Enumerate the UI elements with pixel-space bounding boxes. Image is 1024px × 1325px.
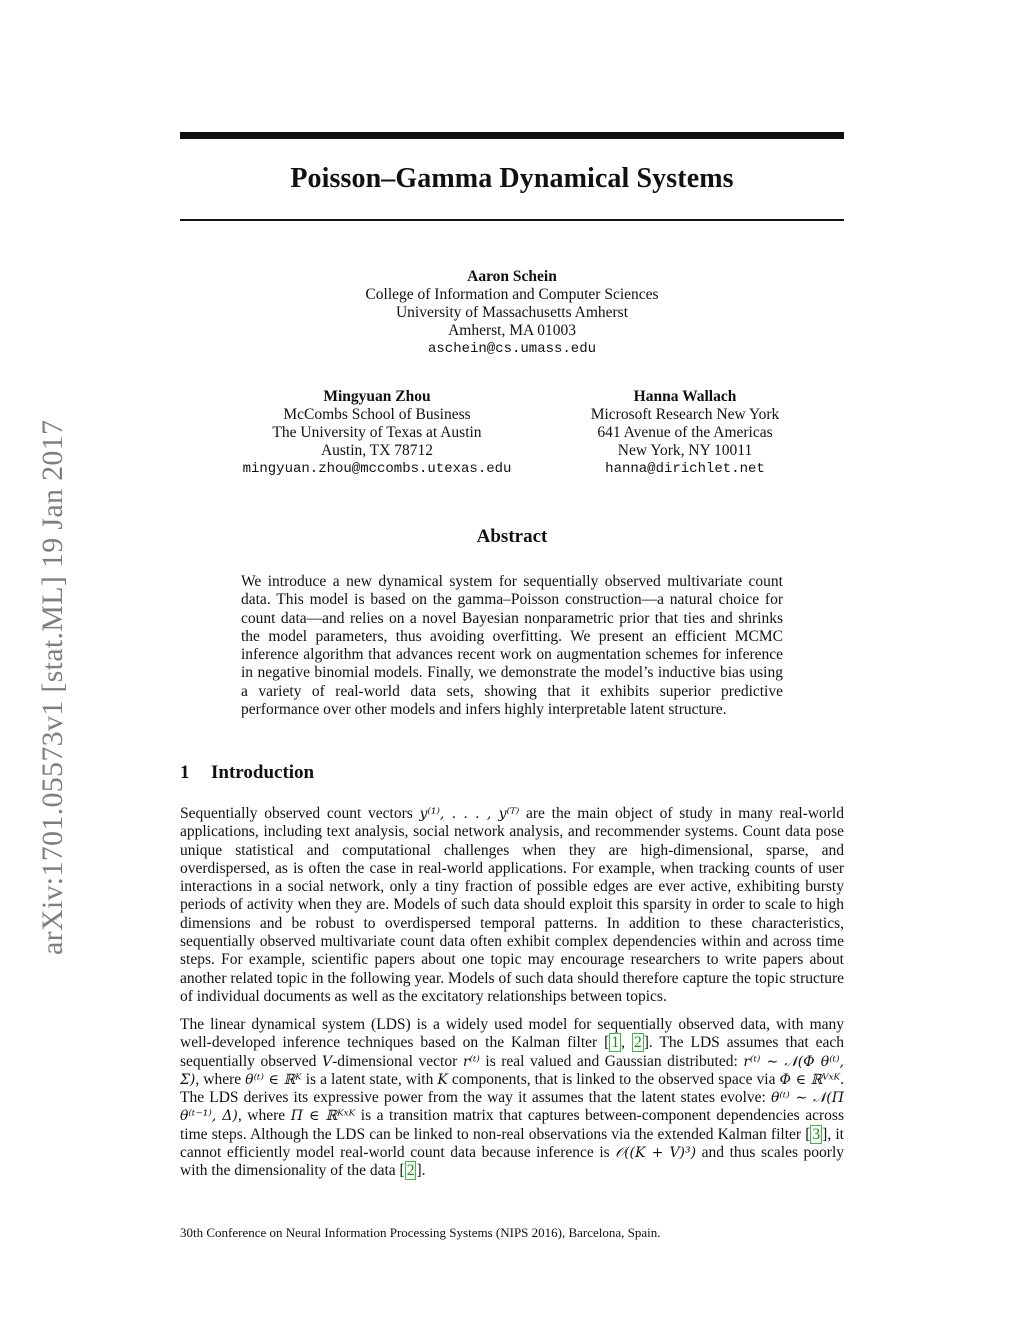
text-run: and thus scales poorly with the dimensionality of the data [ xyxy=(180,1144,845,1180)
math-expression: θ⁽ᵗ⁾ ∈ ℝᴷ xyxy=(245,1071,302,1088)
math-expression: Φ ∈ ℝⱽˣᴷ xyxy=(779,1071,841,1088)
math-expression: r⁽ᵗ⁾ xyxy=(462,1053,480,1070)
author-email[interactable]: hanna@dirichlet.net xyxy=(605,461,765,477)
text-run: . The LDS derives its expressive power from the way it assumes that the latent states evolve: xyxy=(180,1070,845,1107)
section-heading-introduction xyxy=(180,762,314,784)
text-run: are the main object of study in many real-world applications, including text analysis, social network analysis, and recommender systems. Count data pose unique statistical and computational challenges when they are high-dimensional, sparse, and overdispersed, as is often the case in real-world applications. For example, when tracking counts of user interactions in a social network, only a tiny fraction of possible edges are ever active, exhibiting bursty periods of activity when they are. Models of such data should exploit this sparsity in order to scale to high dimensions and be robust to overdispersed temporal patterns. In addition to these characteristics, sequentially observed multivariate count data often exhibit complex dependencies within and across time steps. For example, scientific papers about one topic may encourage researchers to write papers about another related topic in the following year. Models of such data should therefore capture the topic structure of individual documents as well as the excitatory relationships between topics. xyxy=(180,805,844,1005)
math-expression: θ⁽ᵗ⁾ ∼ 𝒩(Π θ⁽ᵗ⁻¹⁾, Δ) xyxy=(180,1090,844,1125)
author-name: Hanna Wallach xyxy=(633,388,737,405)
author-affiliation: Microsoft Research New York xyxy=(590,406,780,423)
citation-link[interactable]: 2 xyxy=(406,1162,415,1180)
paper-title: Poisson–Gamma Dynamical Systems xyxy=(290,163,734,194)
text-run: , where xyxy=(195,1070,246,1088)
text-run: is a latent state, with xyxy=(301,1070,438,1088)
text-run: ], it cannot efficiently model real-world count data because inference is xyxy=(180,1125,844,1162)
text-run: Sequentially observed count vectors xyxy=(180,805,420,822)
author-block-3 xyxy=(560,388,810,478)
author-address: New York, NY 10011 xyxy=(617,442,753,459)
intro-paragraph-2 xyxy=(180,1016,844,1181)
text-run: ]. The LDS assumes that each sequentially observed xyxy=(180,1034,844,1070)
arxiv-stamp: arXiv:1701.05573v1 [stat.ML] 19 Jan 2017 xyxy=(36,419,69,955)
citation-link[interactable]: 3 xyxy=(812,1125,821,1143)
math-expression: K xyxy=(437,1071,448,1088)
math-expression: y⁽¹⁾, . . . , y⁽ᵀ⁾ xyxy=(419,806,520,822)
intro-paragraph-1 xyxy=(180,805,844,1006)
text-run: -dimensional vector xyxy=(332,1052,463,1070)
text-run: components, that is linked to the observed space via xyxy=(447,1070,780,1088)
author-affiliation: University of Massachusetts Amherst xyxy=(395,304,629,321)
math-expression: 𝒪((K + V)³) xyxy=(615,1145,697,1162)
abstract-heading: Abstract xyxy=(476,526,548,547)
section-title: Introduction xyxy=(211,762,315,783)
citation-link[interactable]: 1 xyxy=(611,1034,620,1052)
author-address: Amherst, MA 01003 xyxy=(448,322,576,339)
text-run: ]. xyxy=(416,1162,426,1180)
author-affiliation: College of Information and Computer Sciences xyxy=(365,286,659,303)
title-rule-bottom xyxy=(180,219,844,221)
math-expression: V xyxy=(321,1053,333,1070)
author-affiliation: McCombs School of Business xyxy=(283,406,471,423)
abstract-text: We introduce a new dynamical system for sequentially observed multivariate count data. This model is based on the gamma–Poisson construction—a natural choice for count data—and relies on a novel Bayesian nonparametric prior that ties and shrinks the model parameters, thus avoiding overfitting. We present an efficient MCMC inference algorithm that advances recent work on augmentation schemes for inference in negative binomial models. Finally, we demonstrate the model’s inductive bias using a variety of real-world data sets, showing that it exhibits superior predictive performance over other models and infers highly interpretable latent structure. xyxy=(241,573,783,719)
section-number: 1 xyxy=(180,762,190,783)
text-run: is a transition matrix that captures between-component dependencies across time steps. Although the LDS can be linked to non-real observations via the extended Kalman filter [ xyxy=(180,1107,844,1143)
author-address: Austin, TX 78712 xyxy=(320,442,434,459)
author-email[interactable]: aschein@cs.umass.edu xyxy=(427,341,597,357)
title-rule-top xyxy=(180,132,844,139)
conference-footnote: 30th Conference on Neural Information Processing Systems (NIPS 2016), Barcelona, Spain. xyxy=(180,1225,661,1240)
text-run: is real valued and Gaussian distributed: xyxy=(479,1052,744,1070)
math-expression: r⁽ᵗ⁾ ∼ 𝒩(Φ θ⁽ᵗ⁾, Σ) xyxy=(180,1053,844,1088)
author-name: Mingyuan Zhou xyxy=(323,388,431,405)
author-block-1 xyxy=(300,268,724,358)
math-expression: Π ∈ ℝᴷˣᴷ xyxy=(290,1108,356,1125)
author-affiliation: The University of Texas at Austin xyxy=(272,424,482,441)
text-run: The linear dynamical system (LDS) is a widely used model for sequentially observed data, with many well-developed inference techniques based on the Kalman filter [ xyxy=(180,1016,844,1052)
citation-link[interactable]: 2 xyxy=(633,1034,642,1052)
author-email[interactable]: mingyuan.zhou@mccombs.utexas.edu xyxy=(242,461,512,477)
author-name: Aaron Schein xyxy=(467,268,557,285)
author-affiliation: 641 Avenue of the Americas xyxy=(597,424,773,441)
author-block-2 xyxy=(217,388,537,478)
text-run: , where xyxy=(237,1107,291,1125)
text-run: , xyxy=(621,1034,632,1052)
